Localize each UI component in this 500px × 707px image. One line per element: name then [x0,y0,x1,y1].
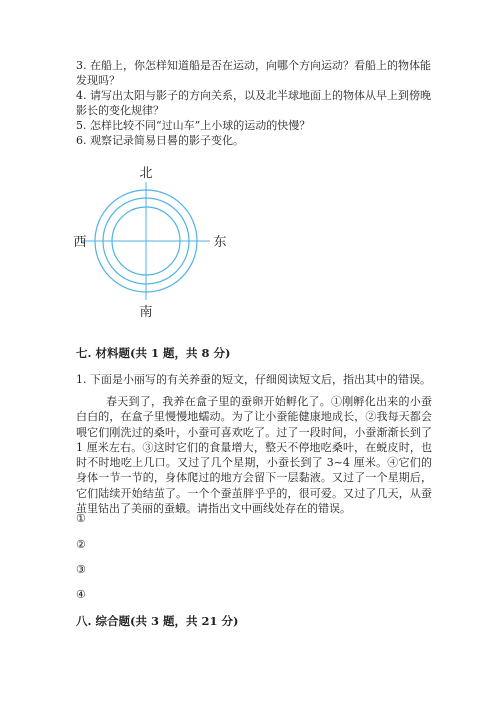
question-4: 4. 请写出太阳与影子的方向关系，以及北半球地面上的物体从早上到傍晚影长的变化规律？ [76,89,431,117]
section-7-question: 1. 下面是小丽写的有关养蚕的短文，仔细阅读短文后，指出其中的错误。 [76,373,431,386]
compass-label-north: 北 [139,166,153,181]
answer-blank-2[interactable]: ② [76,538,86,551]
question-3: 3. 在船上，你怎样知道船是否在运动，向哪个方向运动？看船上的物体能发现吗？ [76,59,431,87]
compass-label-south: 南 [139,305,153,320]
answer-blank-3[interactable]: ③ [76,563,86,576]
silkworm-passage: 春天到了，我养在盒子里的蚕卵开始孵化了。①刚孵化出来的小蚕白白的，在盒子里慢慢地蠕动。为了让小蚕能健康地成长，②我每天都会喂它们刚洗过的桑叶，小蚕可喜欢吃了。过了一段时间，小蚕渐渐长到了 1 厘米左右。③这时它们的食量增大，整天不停地吃桑叶，在蜕皮时，也时不时地吃上几口。又过了几个星期，小蚕长到了 3~4 厘米。④它们的身体一节一节的，身体爬过的地方会留下一层黏液。又过了一个星期后，它们陆续开始结茧了。一个个蚕茧胖乎乎的，很可爱。又过了几天，从蚕茧里钻出了美丽的蚕蛾。请指出文中画线处存在的错误。 [76,395,432,516]
answer-blank-4[interactable]: ④ [76,588,86,601]
section-8-title: 八. 综合题(共 3 题，共 21 分) [76,614,239,628]
section-7-title: 七. 材料题(共 1 题，共 8 分) [76,346,231,360]
question-6: 6. 观察记录简易日晷的影子变化。 [76,134,244,147]
answer-blank-1[interactable]: ① [76,512,86,525]
question-5: 5. 怎样比较不同“过山车”上小球的运动的快慢？ [76,119,311,132]
compass-label-west: 西 [73,235,87,250]
compass-label-east: 东 [213,235,227,250]
question-list [76,58,436,148]
compass-diagram [70,160,250,320]
